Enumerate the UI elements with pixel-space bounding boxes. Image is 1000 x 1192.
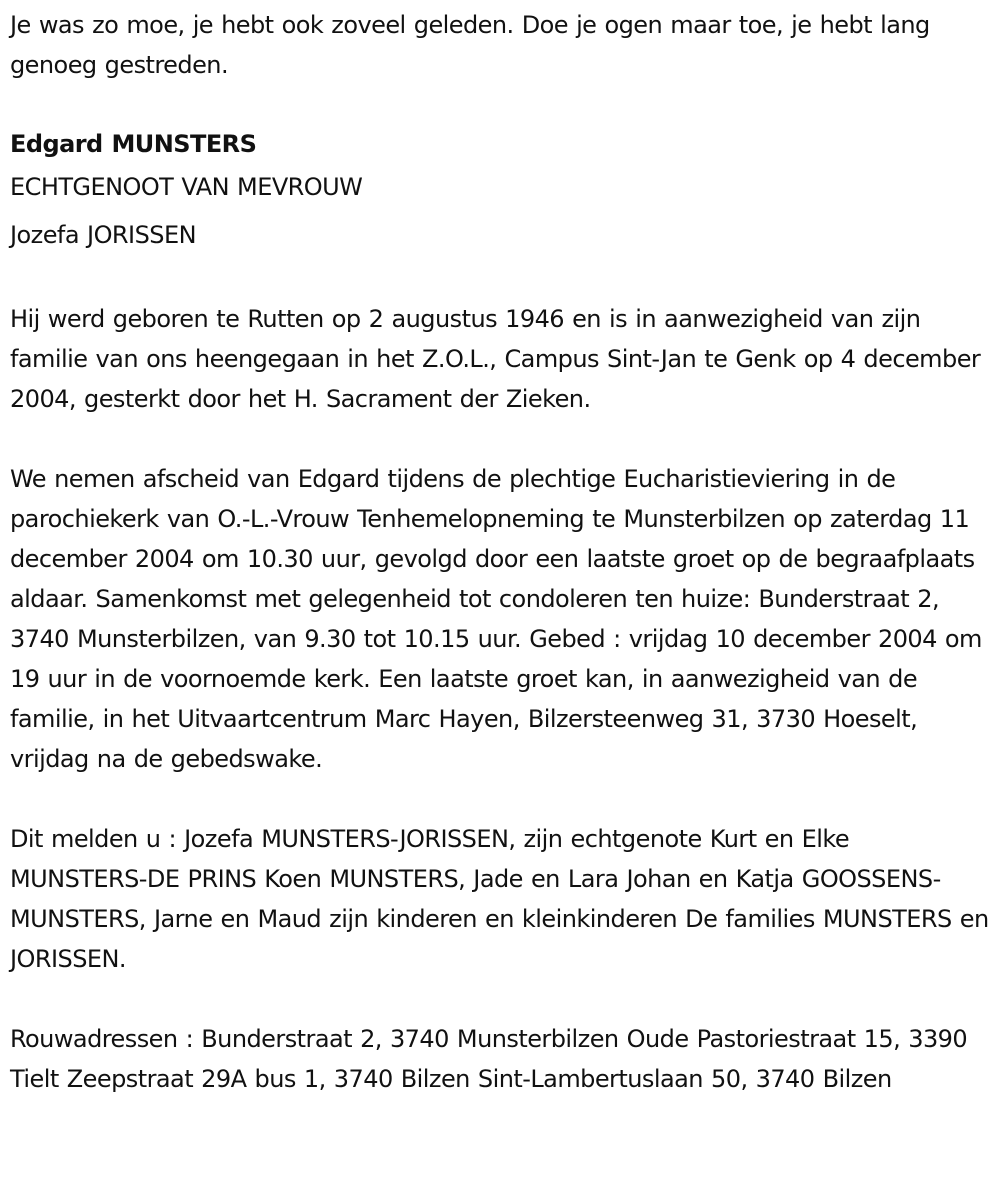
addresses-paragraph: Rouwadressen : Bunderstraat 2, 3740 Munsterbilzen Oude Pastoriestraat 15, 3390 Tielt Zeepstraat 29A bus 1, 3740 Bilzen Sint-Lambertuslaan 50, 3740 Bilzen [10, 1025, 968, 1093]
intro-verse: Je was zo moe, je hebt ook zoveel geleden. Doe je ogen maar toe, je hebt lang genoeg gestreden. [10, 11, 930, 79]
ceremony-paragraph: We nemen afscheid van Edgard tijdens de plechtige Eucharistieviering in de parochiekerk van O.-L.-Vrouw Tenhemelopneming te Munsterbilzen op zaterdag 11 december 2004 om 10.30 uur, gevolgd door een laatste groet op de begraafplaats aldaar. Samenkomst met gelegenheid tot condoleren ten huize: Bunderstraat 2, 3740 Munsterbilzen, van 9.30 tot 10.15 uur. Gebed : vrijdag 10 december 2004 om 19 uur in de voornoemde kerk. Een laatste groet kan, in aanwezigheid van de familie, in het Uitvaartcentrum Marc Hayen, Bilzersteenweg 31, 3730 Hoeselt, vrijdag na de gebedswake. [10, 465, 982, 773]
spouse-name: Jozefa JORISSEN [10, 221, 196, 249]
spacer [10, 779, 990, 819]
family-paragraph: Dit melden u : Jozefa MUNSTERS-JORISSEN, zijn echtgenote Kurt en Elke MUNSTERS-DE PRINS Koen MUNSTERS, Jade en Lara Johan en Katja GOOSSENS-MUNSTERS, Jarne en Maud zijn kinderen en kleinkinderen De families MUNSTERS en JORISSEN. [10, 825, 989, 973]
deceased-name: Edgard MUNSTERS [10, 130, 257, 158]
spacer [10, 85, 990, 125]
birth-death-paragraph: Hij werd geboren te Rutten op 2 augustus 1946 en is in aanwezigheid van zijn familie van ons heengegaan in het Z.O.L., Campus Sint-Jan te Genk op 4 december 2004, gesterkt door het H. Sacrament der Zieken. [10, 305, 981, 413]
spacer [10, 979, 990, 1019]
spouse-label: ECHTGENOOT VAN MEVROUW [10, 173, 363, 201]
spacer [10, 419, 990, 459]
spacer [10, 259, 990, 299]
